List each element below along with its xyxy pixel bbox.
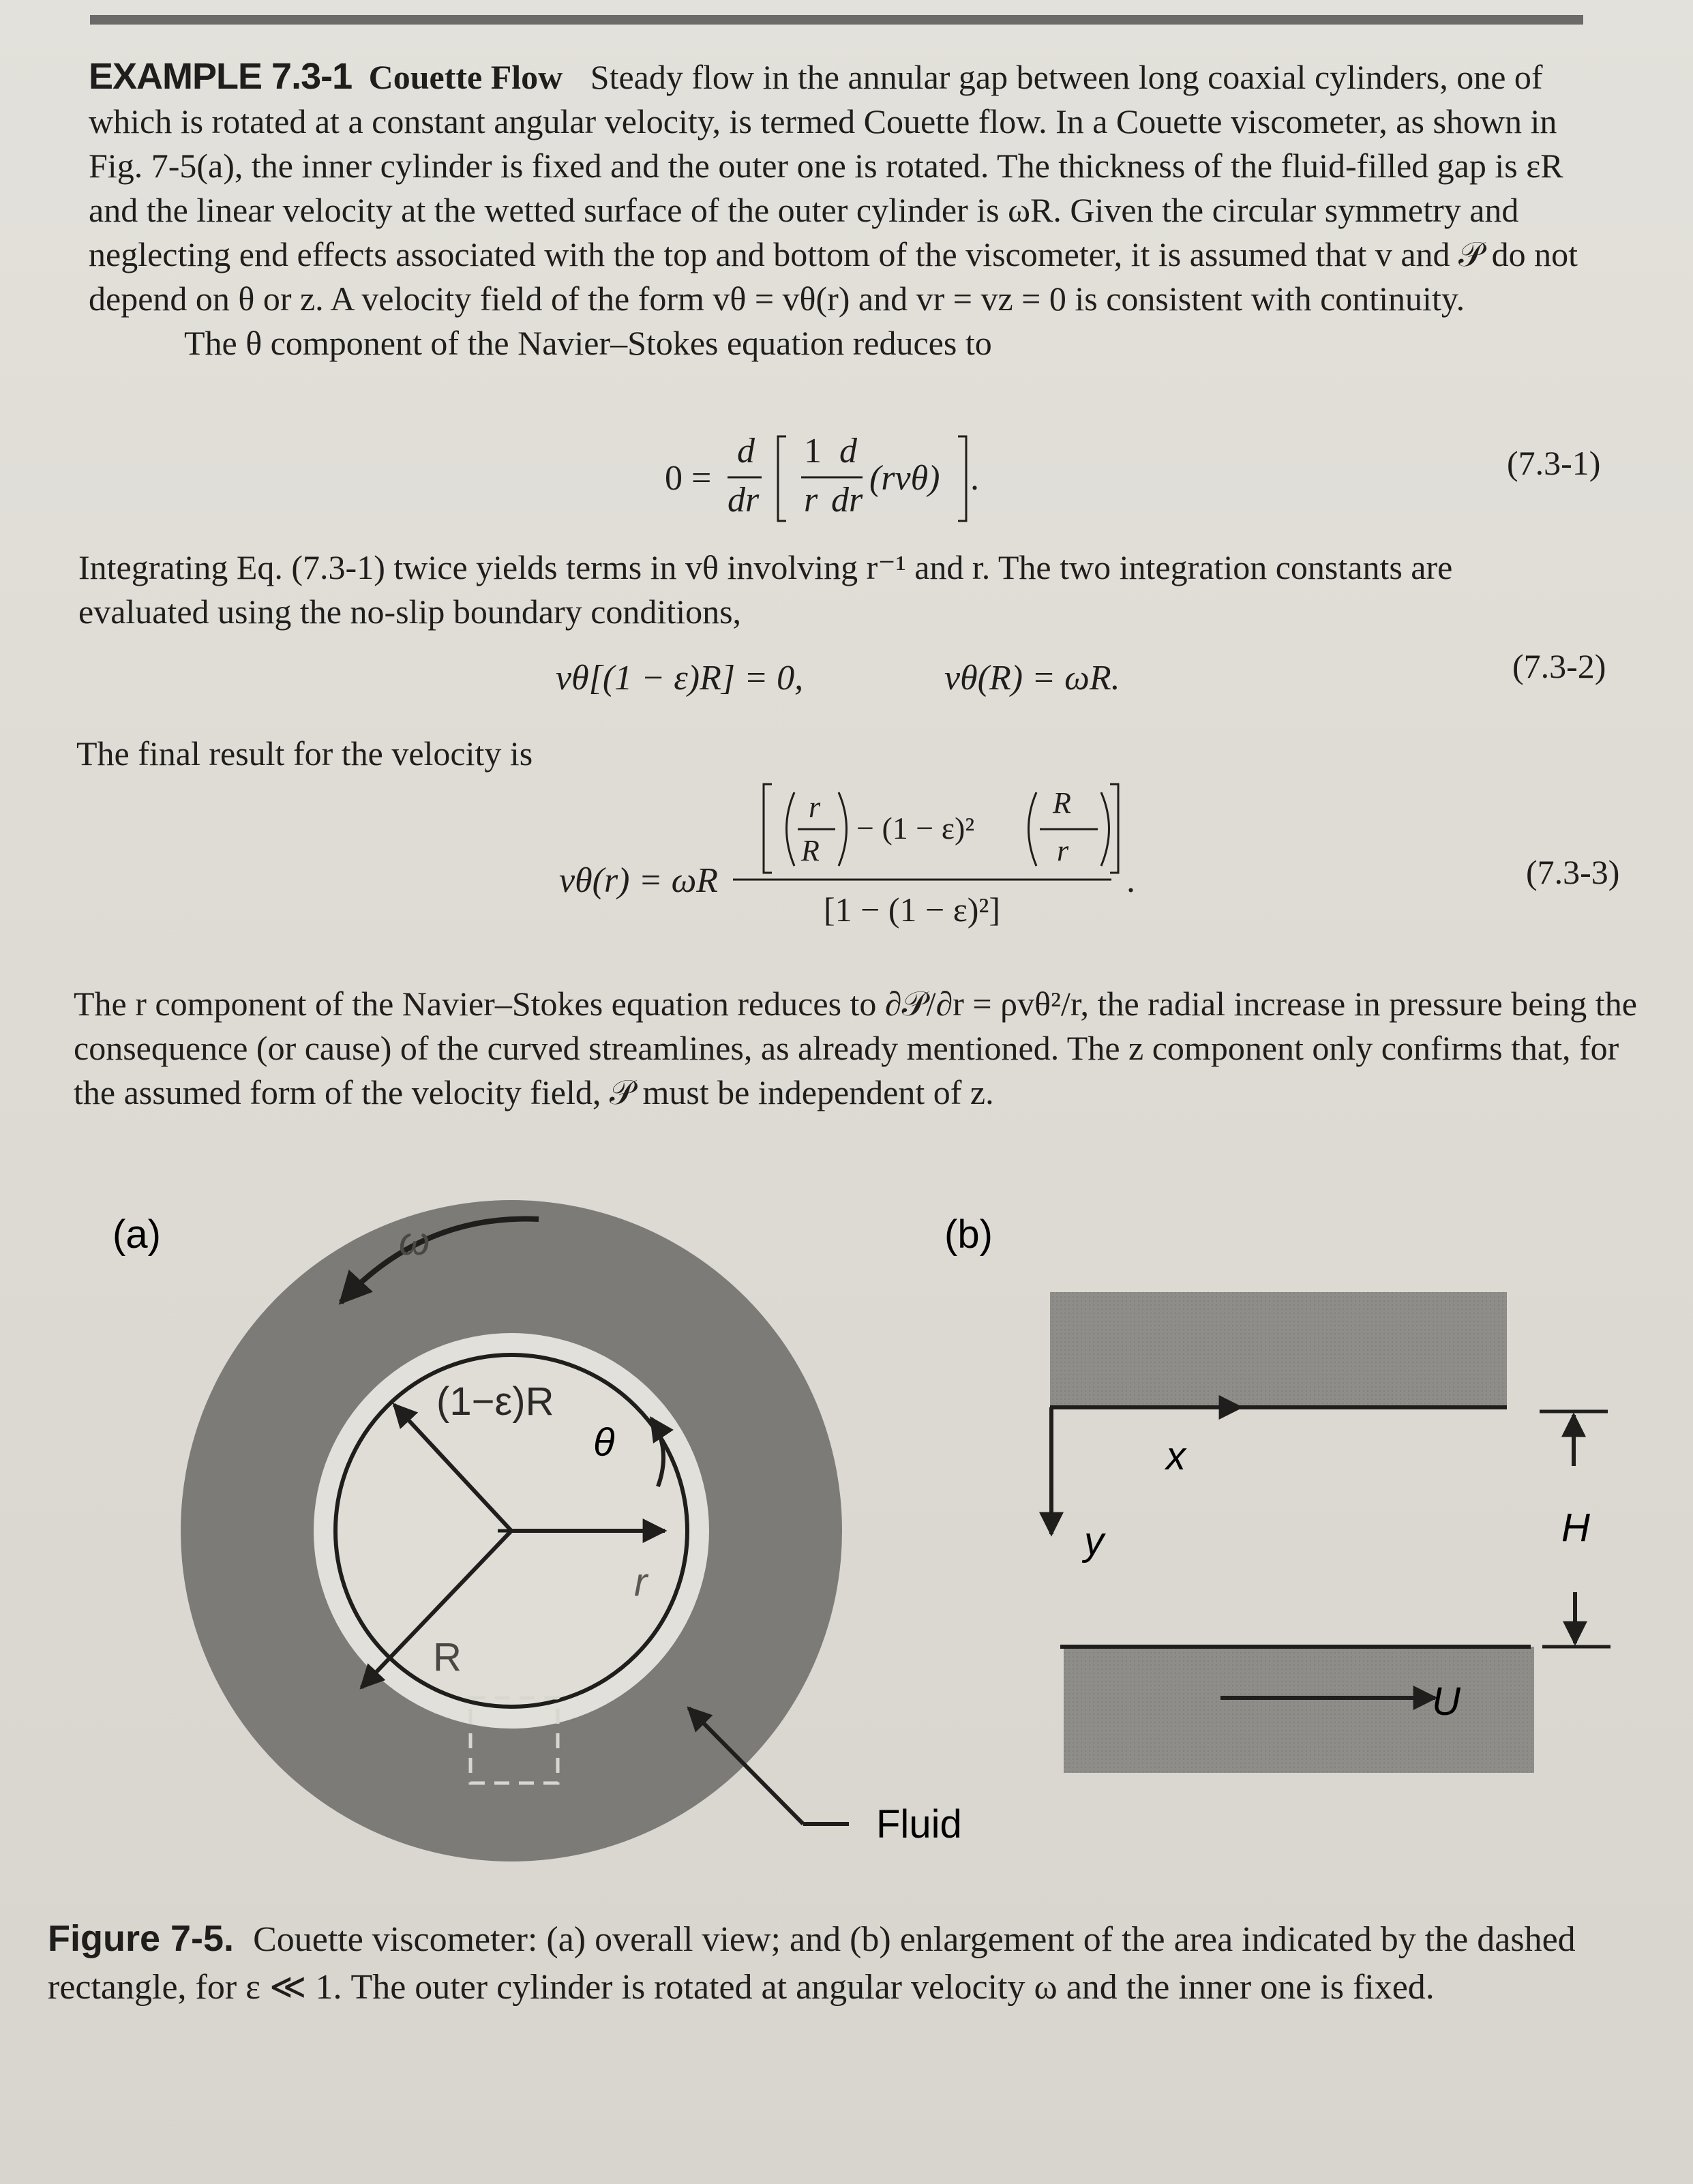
eq3-trail: . [1126, 861, 1135, 900]
figure-7-5 [0, 1152, 1693, 1902]
paragraph-5-text: The r component of the Navier–Stokes equation reduces to ∂𝒫/∂r = ρvθ²/r, the radial increase in pressure being the consequence (or cause) of the curved streamlines, as already mentioned. The z component only confirms that, for the assumed form of the velocity field, 𝒫 must be independent of z. [74, 985, 1637, 1111]
U-label: U [1432, 1679, 1460, 1724]
eq3-num-b-top: R [1053, 786, 1071, 820]
top-rule [90, 15, 1583, 25]
eq1-d2-num: d [839, 432, 857, 470]
example-paragraph-1 [89, 55, 1595, 321]
panel-b [944, 1212, 1610, 1773]
eq1-lhs: 0 = [665, 459, 712, 498]
example-label: EXAMPLE 7.3-1 [89, 56, 353, 97]
eq2-right: vθ(R) = ωR. [944, 659, 1120, 698]
paragraph-3-text: Integrating Eq. (7.3-1) twice yields terms in vθ involving r⁻¹ and r. The two integration constants are evaluated using the no-slip boundary conditions, [78, 548, 1453, 631]
eq3-lhs: vθ(r) = ωR [559, 861, 719, 900]
paragraph-4 [76, 732, 1583, 776]
r-label: r [634, 1560, 648, 1604]
example-text-1: Steady flow in the annular gap between long coaxial cylinders, one of which is rotated at a constant angular velocity, is termed Couette flow. In a Couette viscometer, as shown in Fig. 7-5(a), the inner cylinder is fixed and the outer one is rotated. The thickness of the fluid-filled gap is εR and the linear velocity at the wetted surface of the outer cylinder is ωR. Given the circular symmetry and neglecting end effects associated with the top and bottom of the viscometer, it is assumed that v and 𝒫 do not depend on θ or z. A velocity field of the form vθ = vθ(r) and vr = vz = 0 is consistent with continuity. [89, 58, 1578, 318]
inner-radius-label: (1−ε)R [436, 1379, 554, 1424]
eq1-inner: (rvθ) [869, 459, 940, 498]
eq3-num-a-bot: R [801, 834, 820, 867]
eq1-r-den: r [804, 481, 818, 520]
caption-text: Couette viscometer: (a) overall view; and (b) enlargement of the area indicated by the dashed rectangle, for ε ≪ 1. The outer cylinder is rotated at angular velocity ω and the inner one is fixed. [48, 1920, 1576, 2007]
equation-7-3-3 [559, 777, 1173, 948]
top-plate [1050, 1292, 1507, 1408]
panel-a [113, 1200, 962, 1861]
eq1-one: 1 [804, 432, 822, 470]
eq1-d2-den: dr [831, 481, 863, 520]
eq2-left: vθ[(1 − ε)R] = 0, [556, 659, 804, 698]
omega-label: ω [399, 1219, 430, 1263]
H-label: H [1561, 1506, 1590, 1550]
example-body [89, 55, 1595, 365]
y-label: y [1084, 1519, 1104, 1564]
panel-b-label: (b) [944, 1212, 993, 1257]
paragraph-4-text: The final result for the velocity is [76, 734, 533, 773]
x-label: x [1166, 1434, 1186, 1478]
eq1-d-den: dr [728, 481, 760, 520]
theta-label: θ [593, 1420, 615, 1465]
example-title: Couette Flow [368, 58, 563, 96]
fluid-label: Fluid [876, 1802, 962, 1846]
eq1-d-num: d [737, 432, 755, 470]
paragraph-3 [78, 545, 1585, 634]
R-label: R [433, 1635, 462, 1679]
example-paragraph-2: The θ component of the Navier–Stokes equation reduces to [184, 324, 992, 362]
eq3-num-b-bot: r [1057, 834, 1069, 867]
panel-a-label: (a) [113, 1212, 161, 1257]
eq3-num-mid: − (1 − ε)² [856, 811, 975, 846]
eq3-den: [1 − (1 − ε)²] [824, 891, 1000, 929]
bottom-plate [1064, 1647, 1534, 1773]
caption-label: Figure 7-5. [48, 1918, 235, 1959]
eq2-number: (7.3-2) [1512, 647, 1606, 685]
figure-caption [48, 1915, 1643, 2011]
eq3-num-a-top: r [809, 790, 821, 824]
eq1-trail: . [970, 459, 979, 498]
eq1-number: (7.3-1) [1507, 444, 1601, 482]
paragraph-5 [74, 982, 1662, 1115]
eq3-number: (7.3-3) [1526, 853, 1620, 891]
